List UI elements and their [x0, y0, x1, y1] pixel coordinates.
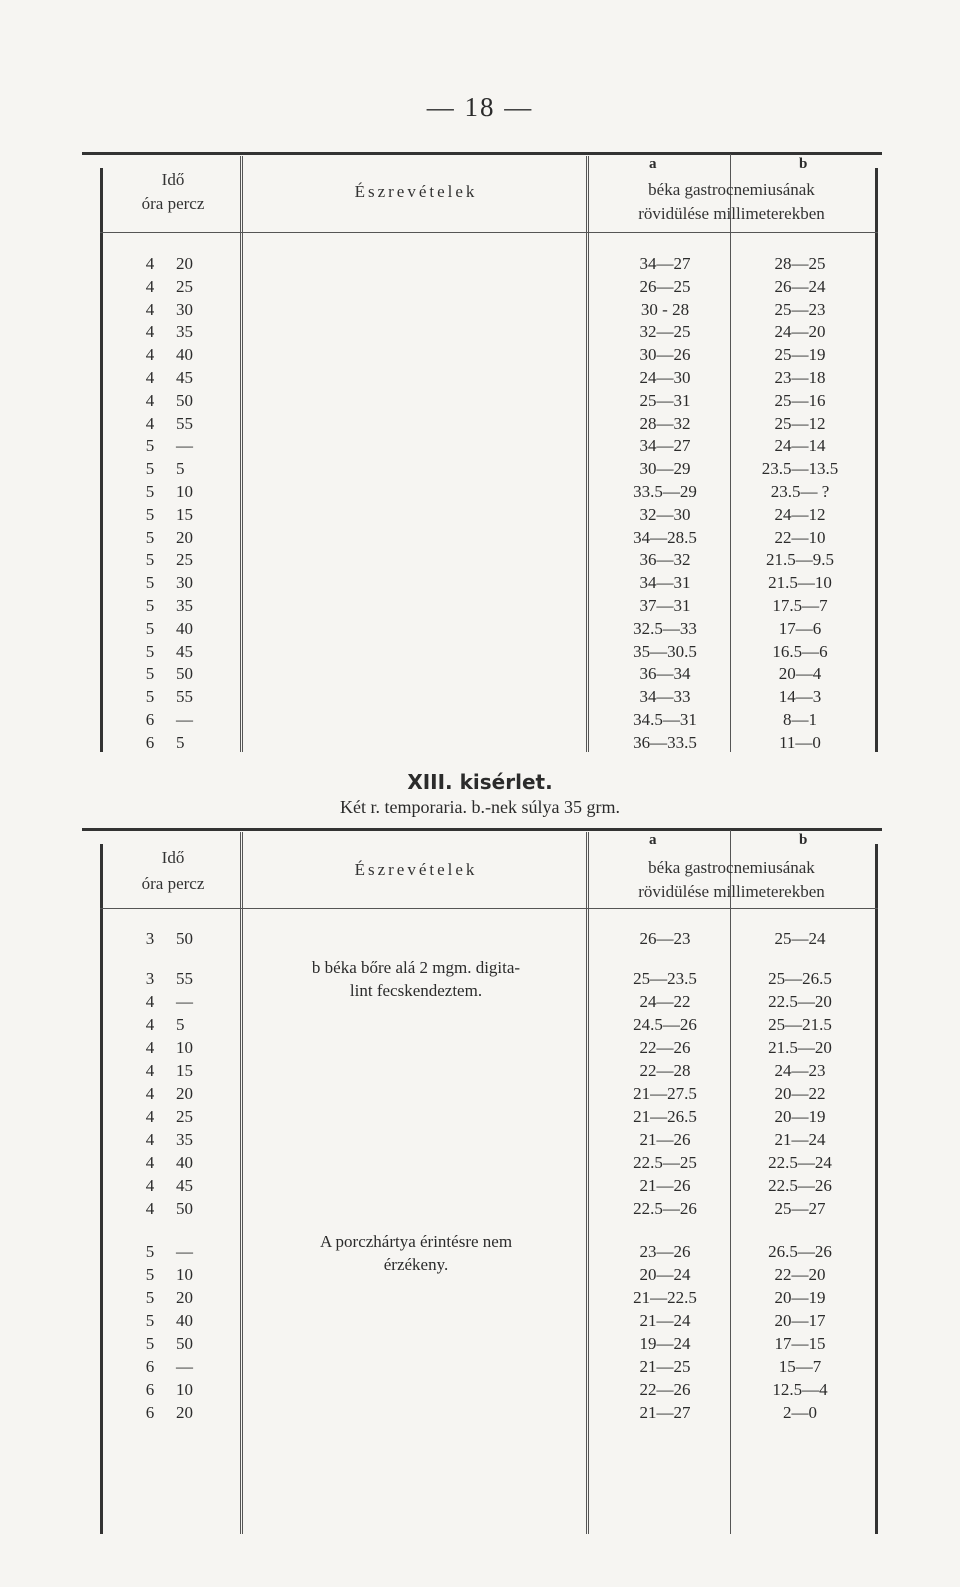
- time-hour: 6: [145, 1357, 155, 1376]
- time-hour: 3: [145, 929, 155, 948]
- value-a: 37—31: [639, 596, 691, 615]
- value-b: 25—21.5: [768, 1015, 832, 1034]
- value-b: 12.5—4: [772, 1380, 828, 1399]
- table-row: [100, 344, 878, 366]
- table-row: [100, 1241, 878, 1263]
- value-a: 23—26: [639, 1242, 691, 1261]
- time-hour: 3: [145, 969, 155, 988]
- observation-note-1-line1: b béka bőre alá 2 mgm. digita-: [311, 958, 521, 977]
- time-hour: 4: [145, 1015, 155, 1034]
- value-a: 32—30: [639, 504, 691, 524]
- header-col-a: a: [649, 832, 657, 848]
- table-row: [100, 572, 878, 594]
- time-hour: 4: [145, 322, 155, 342]
- value-a: 35—30.5: [633, 641, 697, 661]
- table-row: [100, 709, 878, 731]
- time-minute: 10: [176, 1380, 193, 1399]
- time-hour: 4: [145, 992, 155, 1011]
- value-b: 17.5—7: [772, 596, 828, 615]
- value-a: 24—30: [639, 368, 691, 387]
- value-b: 24—12: [774, 504, 826, 524]
- time-hour: 4: [145, 276, 155, 296]
- value-a: 32—25: [639, 322, 691, 342]
- time-minute: 25: [176, 1107, 193, 1126]
- time-hour: 4: [145, 345, 155, 365]
- time-minute: 20: [176, 1403, 193, 1422]
- time-hour: 4: [145, 1084, 155, 1103]
- table-row: [100, 1129, 878, 1151]
- value-a: 25—31: [639, 390, 691, 410]
- table-row: [100, 968, 878, 990]
- table-row: [100, 1037, 878, 1059]
- table-row: [100, 1106, 878, 1128]
- value-b: 21.5—20: [768, 1038, 832, 1057]
- value-b: 14—3: [778, 687, 822, 707]
- value-b: 24—20: [774, 322, 826, 342]
- time-minute: 10: [176, 482, 193, 501]
- time-hour: 5: [145, 1265, 155, 1284]
- time-minute: 20: [176, 1288, 193, 1307]
- value-b: 21.5—10: [768, 573, 832, 593]
- header-col-a: a: [649, 156, 657, 172]
- value-b: 26—24: [774, 276, 826, 296]
- value-a: 36—33.5: [633, 732, 697, 752]
- value-a: 34—27: [639, 436, 691, 456]
- value-b: 25—12: [774, 413, 826, 433]
- table-row: [100, 1152, 878, 1174]
- table-row: [100, 686, 878, 708]
- time-hour: 4: [145, 1176, 155, 1195]
- header-col-b: b: [799, 832, 808, 848]
- value-b: 17—6: [778, 618, 822, 638]
- time-minute: 50: [176, 390, 193, 410]
- time-minute: 5: [176, 1015, 185, 1034]
- table-row: [100, 1402, 878, 1424]
- time-hour: 5: [145, 436, 155, 456]
- table-row: [100, 618, 878, 640]
- time-hour: 5: [145, 1311, 155, 1330]
- table-row: [100, 928, 878, 950]
- time-minute: 50: [176, 929, 193, 948]
- table-row: [100, 276, 878, 298]
- value-b: 24—14: [774, 436, 826, 456]
- value-a: 30—29: [639, 459, 691, 479]
- value-b: 8—1: [783, 710, 817, 729]
- value-b: 20—22: [774, 1084, 826, 1103]
- value-a: 32.5—33: [633, 618, 697, 638]
- value-a: 22.5—25: [633, 1153, 697, 1172]
- time-hour: 6: [145, 1403, 155, 1422]
- value-a: 28—32: [639, 413, 691, 433]
- header-rule: [100, 232, 878, 233]
- value-a: 21—26: [639, 1130, 691, 1149]
- experiment-title: XIII. kisérlet.: [407, 770, 553, 794]
- value-b: 25—26.5: [768, 969, 832, 988]
- time-hour: 4: [145, 254, 155, 273]
- time-hour: 5: [145, 687, 155, 707]
- table-row: [100, 1083, 878, 1105]
- time-minute: 35: [176, 322, 193, 342]
- time-hour: 5: [145, 482, 155, 501]
- table-row: [100, 732, 878, 754]
- value-b: 22.5—20: [768, 992, 832, 1011]
- table-row: [100, 1060, 878, 1082]
- value-b: 21.5—9.5: [766, 550, 834, 570]
- time-hour: 5: [145, 504, 155, 524]
- table-row: [100, 367, 878, 389]
- table-row: [100, 253, 878, 275]
- table-row: [100, 1198, 878, 1220]
- table-row: [100, 1379, 878, 1401]
- time-minute: 35: [176, 596, 193, 615]
- value-a: 30—26: [639, 345, 691, 365]
- time-minute: 40: [176, 1311, 193, 1330]
- value-a: 34—33: [639, 687, 691, 707]
- value-b: 26.5—26: [768, 1242, 832, 1261]
- time-hour: 4: [145, 368, 155, 387]
- value-b: 25—19: [774, 345, 826, 365]
- value-b: 25—16: [774, 390, 826, 410]
- value-b: 25—23: [774, 299, 826, 319]
- value-b: 23.5— ?: [770, 482, 830, 501]
- time-minute: 40: [176, 345, 193, 365]
- header-ab-line1: béka gastrocnemiusának: [648, 180, 815, 199]
- table-row: [100, 527, 878, 549]
- value-a: 22.5—26: [633, 1199, 697, 1218]
- value-a: 26—23: [639, 929, 691, 948]
- time-minute: 20: [176, 254, 193, 273]
- time-minute: 45: [176, 641, 193, 661]
- time-hour: 4: [145, 1038, 155, 1057]
- time-minute: —: [176, 992, 193, 1011]
- value-a: 24.5—26: [633, 1015, 697, 1034]
- value-b: 20—17: [774, 1311, 826, 1330]
- table-row: [100, 1264, 878, 1286]
- time-hour: 6: [145, 710, 155, 729]
- table-row: [100, 321, 878, 343]
- header-rule: [100, 908, 878, 909]
- observation-note-1-line2: lint fecskendeztem.: [349, 981, 483, 1000]
- table-row: [100, 595, 878, 617]
- table-row: [100, 1014, 878, 1036]
- time-minute: 20: [176, 1084, 193, 1103]
- value-a: 34—27: [639, 254, 691, 273]
- header-ab-line2: rövidülése millimeterekben: [638, 882, 825, 901]
- value-b: 16.5—6: [772, 641, 828, 661]
- value-a: 34.5—31: [633, 710, 697, 729]
- value-a: 21—22.5: [633, 1288, 697, 1307]
- table-row: [100, 481, 878, 503]
- data-table-1: [100, 152, 878, 752]
- value-b: 28—25: [774, 254, 826, 273]
- value-b: 23.5—13.5: [761, 459, 839, 479]
- value-a: 36—32: [639, 550, 691, 570]
- value-b: 21—24: [774, 1130, 826, 1149]
- time-hour: 5: [145, 664, 155, 684]
- header-col-b: b: [799, 156, 808, 172]
- page-number: — 18 —: [426, 92, 534, 122]
- value-b: 22.5—24: [768, 1153, 832, 1172]
- value-b: 15—7: [778, 1357, 822, 1376]
- time-hour: 4: [145, 1199, 155, 1218]
- header-time-unit: óra percz: [141, 194, 205, 213]
- value-b: 11—0: [779, 732, 821, 752]
- table-top-rule: [82, 828, 882, 831]
- time-minute: 20: [176, 527, 193, 547]
- value-a: 30 - 28: [640, 299, 690, 319]
- time-hour: 5: [145, 573, 155, 593]
- time-hour: 4: [145, 390, 155, 410]
- value-a: 20—24: [639, 1265, 691, 1284]
- time-minute: 15: [176, 504, 193, 524]
- time-hour: 5: [145, 1334, 155, 1353]
- time-minute: —: [176, 1242, 193, 1261]
- table-row: [100, 641, 878, 663]
- time-hour: 6: [145, 1380, 155, 1399]
- time-hour: 5: [145, 550, 155, 570]
- time-minute: 40: [176, 1153, 193, 1172]
- value-a: 19—24: [639, 1334, 691, 1353]
- header-ab-line1: béka gastrocnemiusának: [648, 858, 815, 877]
- time-hour: 4: [145, 1107, 155, 1126]
- table-row: [100, 1310, 878, 1332]
- value-b: 25—27: [774, 1199, 826, 1218]
- value-b: 20—19: [774, 1107, 826, 1126]
- time-minute: 25: [176, 276, 193, 296]
- table-row: [100, 1287, 878, 1309]
- table-row: [100, 413, 878, 435]
- value-b: 22—20: [774, 1265, 826, 1284]
- time-minute: 25: [176, 550, 193, 570]
- time-hour: 5: [145, 1288, 155, 1307]
- table-row: [100, 435, 878, 457]
- value-a: 24—22: [639, 992, 691, 1011]
- time-hour: 5: [145, 596, 155, 615]
- header-ab-line2: rövidülése millimeterekben: [638, 204, 825, 223]
- time-minute: 45: [176, 1176, 193, 1195]
- time-hour: 5: [145, 1242, 155, 1261]
- time-minute: —: [176, 436, 193, 456]
- time-minute: 55: [176, 969, 193, 988]
- value-b: 22—10: [774, 527, 826, 547]
- table-row: [100, 1333, 878, 1355]
- time-hour: 5: [145, 618, 155, 638]
- time-minute: 30: [176, 573, 193, 593]
- value-a: 21—26.5: [633, 1107, 697, 1126]
- time-minute: —: [176, 1357, 193, 1376]
- time-minute: 50: [176, 1334, 193, 1353]
- value-a: 21—26: [639, 1176, 691, 1195]
- time-minute: 10: [176, 1265, 193, 1284]
- time-minute: 45: [176, 368, 193, 387]
- table-top-rule: [82, 152, 882, 155]
- time-hour: 4: [145, 1061, 155, 1080]
- data-table-2: [100, 828, 878, 1534]
- time-hour: 6: [145, 732, 155, 752]
- header-observations: Észrevételek: [354, 860, 478, 879]
- table-row: [100, 504, 878, 526]
- header-time-unit: óra percz: [141, 874, 205, 893]
- time-minute: 30: [176, 299, 193, 319]
- time-hour: 5: [145, 641, 155, 661]
- value-a: 26—25: [639, 276, 691, 296]
- table-row: [100, 1356, 878, 1378]
- time-hour: 5: [145, 459, 155, 479]
- experiment-subtitle: Két r. temporaria. b.-nek súlya 35 grm.: [340, 797, 620, 817]
- value-a: 22—26: [639, 1038, 691, 1057]
- time-minute: 50: [176, 664, 193, 684]
- table-row: [100, 663, 878, 685]
- observation-note-2-line1: A porczhártya érintésre nem: [319, 1232, 513, 1251]
- time-minute: 55: [176, 413, 193, 433]
- header-observations: Észrevételek: [354, 182, 478, 201]
- value-a: 33.5—29: [633, 482, 697, 501]
- header-time-label: Idő: [161, 170, 185, 189]
- table-row: [100, 991, 878, 1013]
- value-a: 22—26: [639, 1380, 691, 1399]
- header-time-label: Idő: [161, 848, 185, 867]
- table-row: [100, 1175, 878, 1197]
- time-minute: 35: [176, 1130, 193, 1149]
- time-minute: 10: [176, 1038, 193, 1057]
- table-row: [100, 299, 878, 321]
- value-a: 21—24: [639, 1311, 691, 1330]
- value-b: 17—15: [774, 1334, 826, 1353]
- time-minute: —: [176, 710, 193, 729]
- table-row: [100, 549, 878, 571]
- time-minute: 50: [176, 1199, 193, 1218]
- value-a: 22—28: [639, 1061, 691, 1080]
- time-minute: 40: [176, 618, 193, 638]
- time-hour: 4: [145, 1153, 155, 1172]
- value-b: 2—0: [783, 1403, 817, 1422]
- value-a: 34—31: [639, 573, 691, 593]
- value-b: 24—23: [774, 1061, 826, 1080]
- observation-note-2-line2: érzékeny.: [383, 1255, 449, 1274]
- time-hour: 4: [145, 1130, 155, 1149]
- value-a: 25—23.5: [633, 969, 697, 988]
- value-a: 21—27.5: [633, 1084, 697, 1103]
- value-b: 20—4: [778, 664, 822, 684]
- time-hour: 4: [145, 299, 155, 319]
- table-row: [100, 390, 878, 412]
- value-b: 22.5—26: [768, 1176, 832, 1195]
- time-minute: 55: [176, 687, 193, 707]
- value-a: 21—25: [639, 1357, 691, 1376]
- value-a: 36—34: [639, 664, 691, 684]
- time-minute: 15: [176, 1061, 193, 1080]
- value-a: 34—28.5: [633, 527, 697, 547]
- time-minute: 5: [176, 732, 185, 752]
- time-hour: 5: [145, 527, 155, 547]
- time-hour: 4: [145, 413, 155, 433]
- table-row: [100, 458, 878, 480]
- value-a: 21—27: [639, 1403, 691, 1422]
- value-b: 23—18: [774, 368, 826, 387]
- value-b: 20—19: [774, 1288, 826, 1307]
- value-b: 25—24: [774, 929, 826, 948]
- time-minute: 5: [176, 459, 185, 479]
